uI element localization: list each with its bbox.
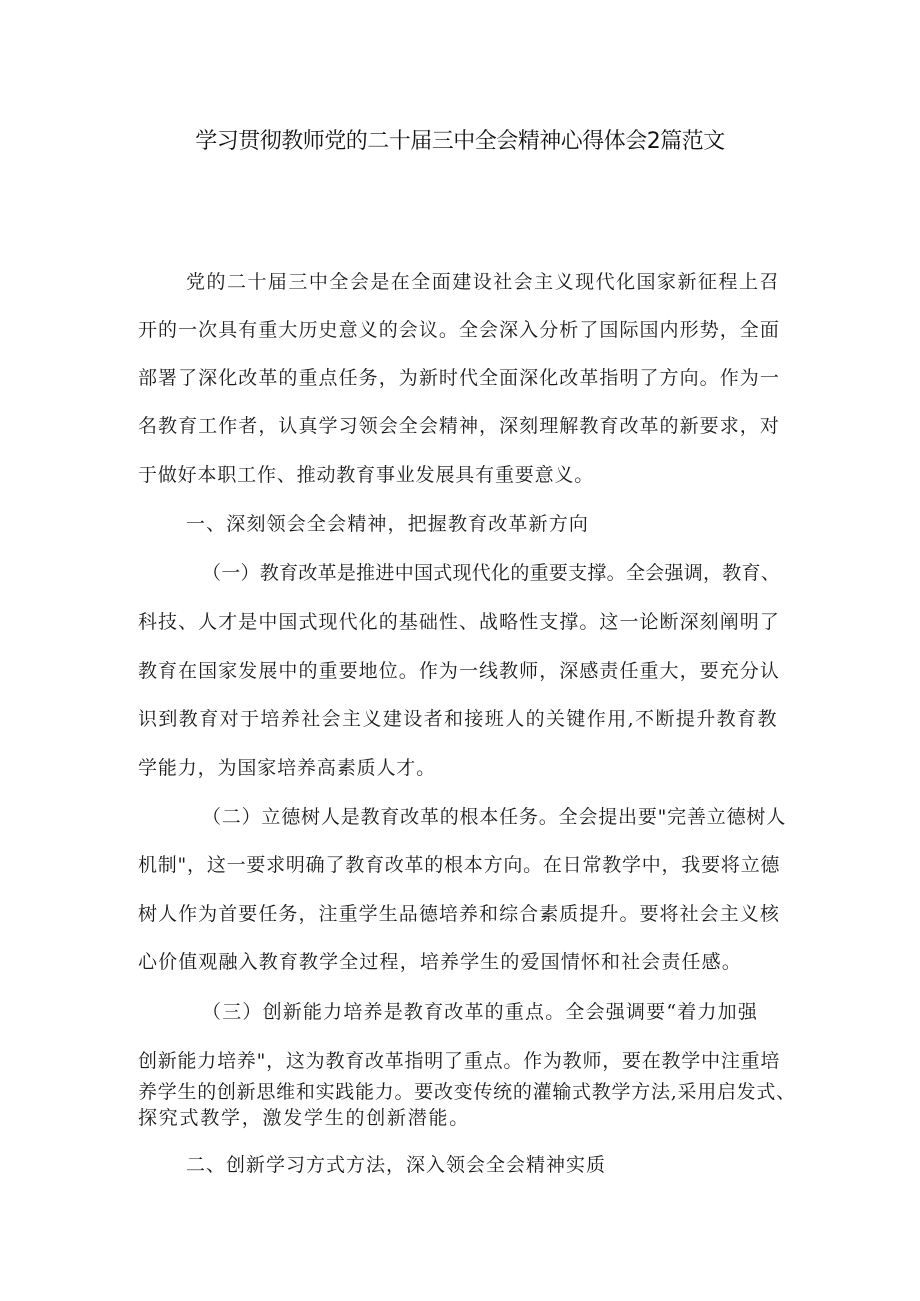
- text-line-11: 学能力，为国家培养高素质人才。: [138, 757, 437, 779]
- text-line-2: 开的一次具有重大历史意义的会议。全会深入分析了国际国内形势，全面: [138, 319, 780, 341]
- text-line-4: 名教育工作者，认真学习领会全会精神，深刻理解教育改革的新要求，对: [138, 415, 780, 437]
- text-line-5: 于做好本职工作、推动教育事业发展具有重要意义。: [138, 464, 595, 486]
- text-line-16: （三）创新能力培养是教育改革的重点。全会强调要“着力加强: [202, 1001, 759, 1023]
- text-line-10: 识到教育对于培养社会主义建设者和接班人的关键作用,不断提升教育教: [138, 708, 778, 730]
- text-line-3: 部署了深化改革的重点任务，为新时代全面深化改革指明了方向。作为一: [138, 367, 780, 389]
- text-line-12: （二）立德树人是教育改革的根本任务。全会提出要"完善立德树人: [202, 806, 787, 828]
- text-line-14: 树人作为首要任务，注重学生品德培养和综合素质提升。要将社会主义核: [138, 903, 780, 925]
- document-title: 学习贯彻教师党的二十届三中全会精神心得体会2篇范文: [195, 129, 725, 154]
- text-line-13: 机制"，这一要求明确了教育改革的根本方向。在日常教学中，我要将立德: [138, 854, 781, 876]
- section-heading-2: 二、创新学习方式方法，深入领会全会精神实质: [186, 1154, 607, 1176]
- section-heading-1: 一、深刻领会全会精神，把握教育改革新方向: [186, 513, 590, 535]
- text-line-7: （一）教育改革是推进中国式现代化的重要支撑。全会强调，教育、: [202, 562, 781, 584]
- text-line-15: 心价值观融入教育教学全过程，培养学生的爱国情怀和社会责任感。: [138, 951, 742, 973]
- text-line-9: 教育在国家发展中的重要地位。作为一线教师，深感责任重大，要充分认: [138, 660, 780, 682]
- text-line-1: 党的二十届三中全会是在全面建设社会主义现代化国家新征程上召: [186, 271, 780, 293]
- text-line-19: 探究式教学，激发学生的创新潜能。: [138, 1107, 471, 1129]
- text-line-8: 科技、人才是中国式现代化的基础性、战略性支撑。这一论断深刻阐明了: [138, 611, 780, 633]
- text-line-18: 养学生的创新思维和实践能力。要改变传统的灌输式教学方法,采用启发式、: [138, 1081, 796, 1103]
- text-line-17: 创新能力培养"，这为教育改革指明了重点。作为教师，要在教学中注重培: [138, 1050, 781, 1072]
